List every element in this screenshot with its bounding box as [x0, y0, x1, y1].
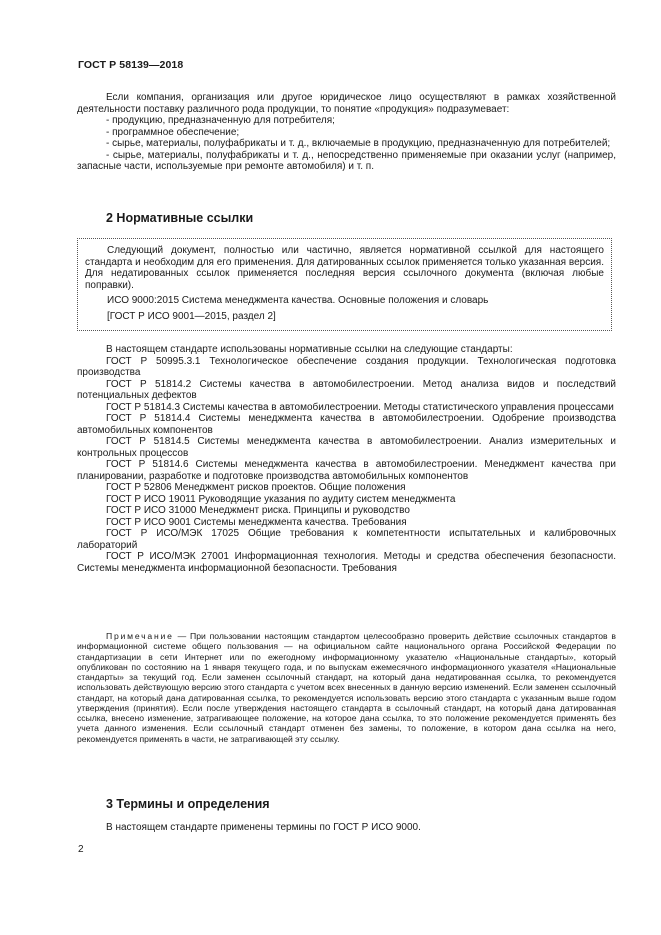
reference-intro: В настоящем стандарте использованы нормативные ссылки на следующие стандарты:: [106, 344, 513, 355]
intro-list-item: - программное обеспечение;: [106, 126, 240, 138]
reference-item: ГОСТ Р 52806 Менеджмент рисков проектов. Общие положения: [106, 482, 406, 493]
intro-list-item: - сырье, материалы, полуфабрикаты и т. д., включаемые в продукцию, предназначенную для потребителей;: [106, 138, 611, 149]
intro-block: [77, 92, 616, 173]
reference-item: ГОСТ Р ИСО 9001 Системы менеджмента качества. Требования: [106, 516, 407, 528]
section-3-heading: 3 Термины и определения: [106, 797, 270, 811]
document-header: ГОСТ Р 58139—2018: [78, 59, 184, 71]
note-block: [77, 631, 616, 744]
intro-list-item: - продукцию, предназначенную для потребителя;: [106, 115, 335, 126]
section-2-heading: 2 Нормативные ссылки: [106, 211, 254, 225]
intro-paragraph: Если компания, организация или другое юридическое лицо осуществляют в рамках хозяйственной деятельности поставку различного рода продукции, то понятие «продукция» подразумевает:: [77, 92, 616, 115]
note-label: Примечание: [106, 631, 174, 641]
reference-item: ГОСТ Р 51814.2 Системы качества в автомобилестроении. Метод анализа видов и последствий потенциальных дефектов: [77, 378, 616, 401]
box-iso-reference: ИСО 9000:2015 Система менеджмента качества. Основные положения и словарь: [107, 295, 489, 306]
reference-item: ГОСТ Р 51814.3 Системы качества в автомобилестроении. Методы статистического управления процессами: [106, 401, 614, 413]
intro-list-item: - сырье, материалы, полуфабрикаты и т. д., непосредственно применяемые при оказании услуг (например, запасные части, используемые при ремонте автомобиля) и т. п.: [77, 149, 616, 172]
box-gost-reference: [ГОСТ Р ИСО 9001—2015, раздел 2]: [107, 310, 276, 322]
reference-item: ГОСТ Р ИСО/МЭК 27001 Информационная технология. Методы и средства обеспечения безопасности. Системы менеджмента информационной безопасности. Требования: [77, 551, 616, 574]
reference-item: ГОСТ Р ИСО/МЭК 17025 Общие требования к компетентности испытательных и калибровочных лабораторий: [77, 528, 616, 551]
reference-item: ГОСТ Р 50995.3.1 Технологическое обеспечение создания продукции. Технологическая подготовка производства: [77, 355, 616, 378]
reference-item: ГОСТ Р 51814.6 Системы менеджмента качества в автомобилестроении. Менеджмент качества при планировании, разработке и подготовке производства автомобильных компонентов: [77, 459, 616, 482]
normative-reference-box: [77, 238, 612, 331]
references-list: [77, 344, 616, 574]
section-3-body: [77, 822, 616, 834]
reference-item: ГОСТ Р ИСО 19011 Руководящие указания по аудиту систем менеджмента: [106, 493, 456, 505]
reference-item: ГОСТ Р 51814.4 Системы менеджмента качества в автомобилестроении. Одобрение производства автомобильных компонентов: [77, 413, 616, 436]
box-paragraph: Следующий документ, полностью или частично, является нормативной ссылкой для настоящего стандарта и необходим для его применения. Для датированных ссылок применяется только указанная версия. Для недатированных ссылок применяется последняя версия ссылочного документа (включая любые поправки).: [85, 245, 604, 291]
note-paragraph: [77, 631, 616, 744]
page-number: 2: [78, 844, 84, 855]
reference-item: ГОСТ Р 51814.5 Системы менеджмента качества в автомобилестроении. Анализ измерительных и контрольных процессов: [77, 436, 616, 459]
section-3-paragraph: В настоящем стандарте применены термины по ГОСТ Р ИСО 9000.: [106, 822, 421, 833]
note-text: — При пользовании настоящим стандартом целесообразно проверить действие ссылочных стандартов в информационной системе общего пользования — на официальном сайте национального органа Российской Федерации по стандартизации в сети Интернет или по ежегодному информационному указателю «Национальные стандарты», который опубликован по состоянию на 1 января текущего года, и по выпускам ежемесячного информационного указателя «Национальные стандарты» за текущий год. Если заменен ссылочный стандарт, на который дана недатированная ссылка, то рекомендуется использовать действующую версию этого стандарта с учетом всех внесенных в данную версию изменений. Если заменен ссылочный стандарт, на который дана датированная ссылка, то рекомендуется использовать версию этого стандарта с указанным выше годом утверждения (принятия). Если после утверждения настоящего стандарта в ссылочный стандарт, на который дана датированная ссылка, внесено изменение, затрагивающее положение, на которое дана ссылка, то это положение рекомендуется применять без учета данного изменения. Если ссылочный стандарт отменен без замены, то положение, в котором дана ссылка на него, рекомендуется применять в части, не затрагивающей эту ссылку.: [77, 631, 616, 744]
reference-item: ГОСТ Р ИСО 31000 Менеджмент риска. Принципы и руководство: [106, 505, 410, 516]
